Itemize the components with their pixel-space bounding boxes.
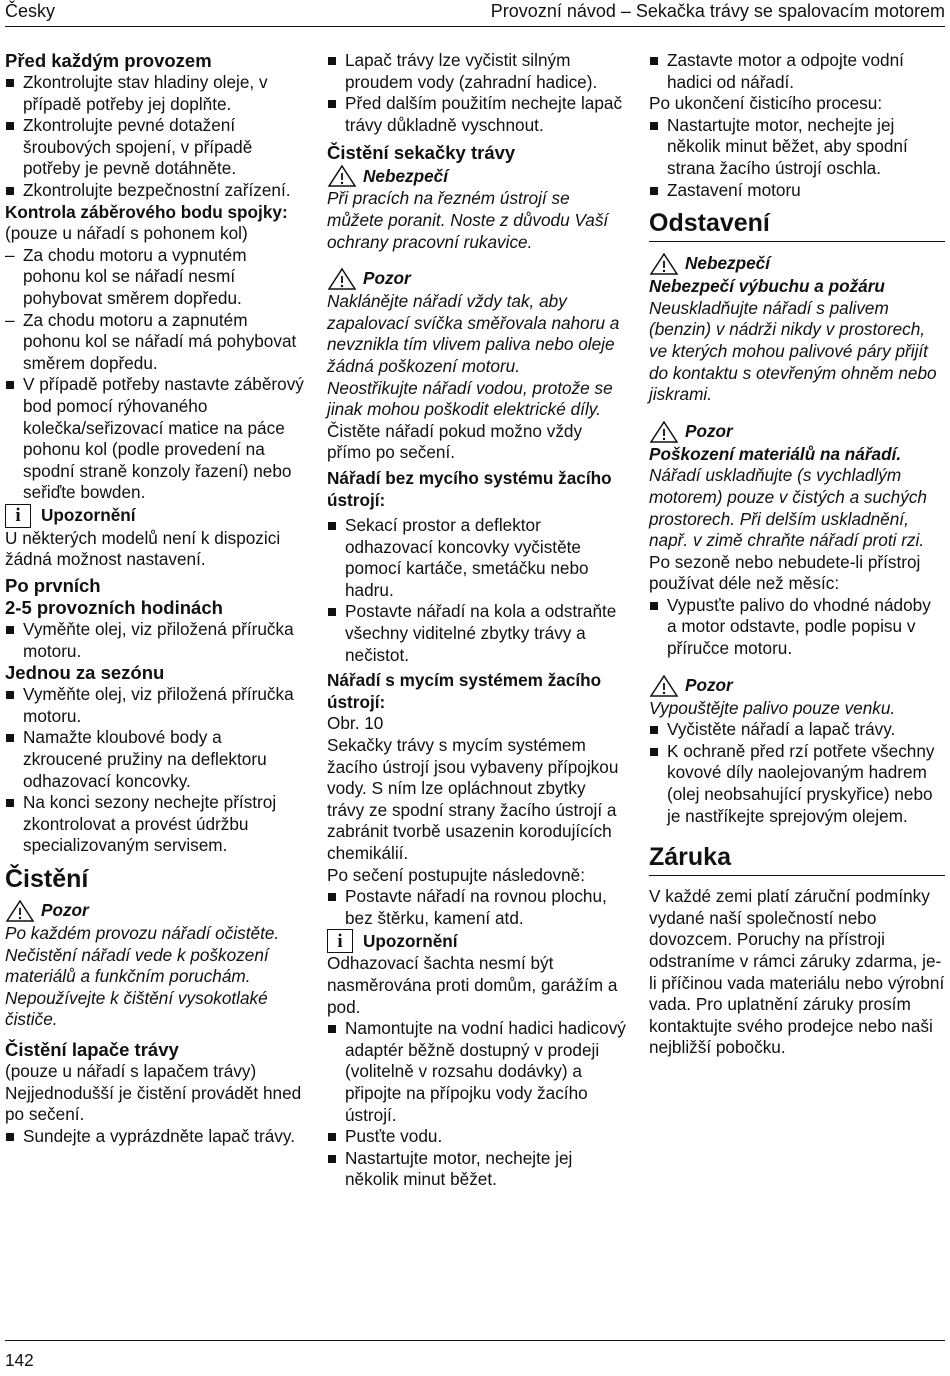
warning-triangle-icon — [649, 420, 679, 444]
heading-first-hours-1: Po prvních — [5, 575, 101, 597]
list-item: Namontujte na vodní hadici hadicový adaptér běžně dostupný v prodeji (volitelně v rozsahu dodávky) a připojte na přípojku vody žacího ústrojí. — [327, 1018, 627, 1126]
warning-triangle-icon — [649, 674, 679, 698]
column-1 — [5, 50, 305, 1147]
dash-item: – Za chodu motoru a vypnutém pohonu kol se nářadí nesmí pohybovat směrem dopředu. — [5, 245, 305, 310]
caution-block — [649, 674, 945, 698]
page-number: 142 — [5, 1350, 34, 1370]
note-text: U některých modelů není k dispozici žádná možnost nastavení. — [5, 527, 281, 570]
after-intro: Po ukončení čisticího procesu: — [649, 93, 883, 114]
caution-block — [327, 267, 627, 291]
list-item: V případě potřeby nastavte záběrový bod pomocí rýhovaného kolečka/seřizovací matice na páce pohonu kol (podle provedení na spodní straně konzoly řazení) nebo seřiďte bowden. — [5, 374, 305, 504]
caution-block — [5, 899, 305, 923]
caution-title: Pozor — [685, 420, 733, 441]
note-block — [5, 504, 305, 528]
heading-wash-system: Nářadí s mycím systémem žacího ústrojí: — [327, 670, 602, 712]
heading-warranty: Záruka — [649, 841, 945, 876]
note-text: Odhazovací šachta nesmí být nasměrována proti domům, garážím a pod. — [327, 953, 618, 1017]
list-item: Sekací prostor a deflektor odhazovací koncovky vyčistěte pomocí kartáče, smetáčku nebo hadru. — [327, 515, 627, 601]
heading-storage: Odstavení — [649, 207, 945, 242]
list-item: Před dalším použitím nechejte lapač trávy důkladně vyschnout. — [327, 93, 627, 136]
heading-once-per-season: Jednou za sezónu — [5, 662, 165, 684]
header-title: Provozní návod – Sekačka trávy se spalovacím motorem — [490, 1, 945, 21]
figure-reference: Obr. 10 — [327, 713, 384, 734]
danger-block — [327, 164, 627, 188]
wash-steps-intro: Po sečení postupujte následovně: — [327, 864, 585, 885]
list-item: Vyměňte olej, viz přiložená příručka motoru. — [5, 619, 305, 662]
caution-block — [649, 420, 945, 444]
danger-block — [649, 252, 945, 276]
caution-title: Pozor — [363, 268, 411, 289]
heading-no-wash-system: Nářadí bez mycího systému žacího ústrojí: — [327, 467, 612, 510]
info-icon: i — [5, 504, 31, 528]
page-header — [5, 0, 945, 27]
list-item: Nastartujte motor, nechejte jej několik minut běžet. — [327, 1148, 627, 1191]
catcher-text: Nejjednodušší je čistění provádět hned po sečení. — [5, 1082, 302, 1125]
list-item: Lapač trávy lze vyčistit silným proudem vody (zahradní hadice). — [327, 50, 627, 93]
heading-first-hours-2: 2-5 provozních hodinách — [5, 597, 223, 619]
heading-mower-cleaning: Čistění sekačky trávy — [327, 142, 516, 164]
clutch-intro: (pouze u nářadí s pohonem kol) — [5, 223, 248, 244]
note-title: Upozornění — [363, 930, 458, 951]
list-item: Zastavte motor a odpojte vodní hadici od nářadí. — [649, 50, 945, 93]
info-icon: i — [327, 929, 353, 953]
note-block — [327, 929, 627, 953]
caution-text: Nářadí uskladňujte (s vychladlým motorem) pouze v čistých a suchých prostorech. Při delším uskladnění, např. v zimě chraňte nářadí proti rzi. — [649, 465, 927, 551]
wash-text: Sekačky trávy s mycím systémem žacího ústrojí jsou vybaveny přípojkou vody. S ním lze opláchnout zbytky trávy ze spodní strany žacího ústrojí a zabránit tvorbě usazenin korodujících chemikálií. — [327, 735, 619, 863]
warning-triangle-icon — [5, 899, 35, 923]
caution-text: Po každém provozu nářadí očistěte. Nečistění nářadí vede k poškození materiálů a funkčním poruchám. — [5, 923, 280, 987]
list-item: Vyměňte olej, viz přiložená příručka motoru. — [5, 684, 305, 727]
warning-triangle-icon — [649, 252, 679, 276]
list-item: Vypusťte palivo do vhodné nádoby a motor odstavte, podle popisu v příručce motoru. — [649, 595, 945, 660]
danger-subtitle: Nebezpečí výbuchu a požáru — [649, 276, 885, 297]
list-item: Nastartujte motor, nechejte jej několik minut běžet, aby spodní strana žacího ústrojí oschla. — [649, 115, 945, 180]
caution-title: Pozor — [41, 900, 89, 921]
list-item: Na konci sezony nechejte přístroj zkontrolovat a provést údržbu specializovaným servisem. — [5, 792, 305, 857]
list-item: Pusťte vodu. — [327, 1126, 627, 1148]
list-item: Vyčistěte nářadí a lapač trávy. — [649, 719, 945, 741]
warning-triangle-icon — [327, 164, 357, 188]
danger-text: Neuskladňujte nářadí s palivem (benzin) v nádrži nikdy v prostorech, ve kterých mohou palivové páry přijít do kontaktu s otevřeným ohněm nebo jiskrami. — [649, 297, 937, 405]
column-3 — [649, 50, 945, 1059]
danger-text: Při pracích na řezném ústrojí se můžete poranit. Noste z důvodu Vaší ochrany pracovní rukavice. — [327, 188, 609, 252]
caution-text: Neostřikujte nářadí vodou, protože se jinak mohou poškodit elektrické díly. — [327, 377, 613, 420]
list-item: Namažte kloubové body a zkroucené pružiny na deflektoru odhazovací koncovky. — [5, 727, 305, 792]
list-item: Zkontrolujte stav hladiny oleje, v případě potřeby jej doplňte. — [5, 72, 305, 115]
clean-text: Čistěte nářadí pokud možno vždy přímo po sečení. — [327, 420, 583, 463]
warning-triangle-icon — [327, 267, 357, 291]
heading-catcher-cleaning: Čistění lapače trávy — [5, 1038, 179, 1060]
catcher-intro: (pouze u nářadí s lapačem trávy) — [5, 1060, 257, 1081]
heading-before-operation: Před každým provozem — [5, 50, 212, 71]
warranty-text: V každé zemi platí záruční podmínky vydané naší společností nebo dovozcem. Poruchy na přístroji odstraníme v rámci záruky zdarma, je-li příčinou vada materiálu nebo výrobní vada. Pro uplatnění záruky prosím kontaktujte svého prodejce nebo naši nejbližší pobočku. — [649, 886, 945, 1058]
list-item: Zkontrolujte bezpečnostní zařízení. — [5, 180, 305, 202]
caution-text: Nepoužívejte k čištění vysokotlaké čističe. — [5, 987, 268, 1030]
heading-cleaning: Čistění — [5, 865, 89, 893]
list-item: Zastavení motoru — [649, 180, 945, 202]
caution-title: Pozor — [685, 674, 733, 695]
note-title: Upozornění — [41, 505, 136, 526]
heading-clutch-check: Kontrola záběrového bodu spojky: — [5, 201, 288, 222]
list-item: K ochraně před rzí potřete všechny kovové díly naolejovaným hadrem (olej neobsahující pryskyřice) nebo je nastříkejte sprejovým olejem. — [649, 741, 945, 827]
column-2 — [327, 50, 627, 1191]
list-item: Sundejte a vyprázdněte lapač trávy. — [5, 1126, 305, 1148]
header-language: Česky — [5, 1, 56, 21]
caution-text: Naklánějte nářadí vždy tak, aby zapalovací svíčka směřovala nahoru a nevznikla tím vlivem paliva nebo oleje žádná poškození motoru. — [327, 291, 620, 376]
dash-item: – Za chodu motoru a zapnutém pohonu kol se nářadí má pohybovat směrem dopředu. — [5, 310, 305, 375]
danger-title: Nebezpečí — [363, 165, 449, 186]
footer-divider — [5, 1340, 945, 1341]
danger-title: Nebezpečí — [685, 253, 771, 274]
caution-subtitle: Poškození materiálů na nářadí. — [649, 443, 902, 464]
list-item: Zkontrolujte pevné dotažení šroubových spojení, v případě potřeby je pevně dotáhněte. — [5, 115, 305, 180]
caution-text: Vypouštějte palivo pouze venku. — [649, 697, 896, 718]
list-item: Postavte nářadí na rovnou plochu, bez štěrku, kamení atd. — [327, 886, 627, 929]
list-item: Postavte nářadí na kola a odstraňte všechny viditelné zbytky trávy a nečistot. — [327, 601, 627, 666]
season-text: Po sezoně nebo nebudete-li přístroj používat déle než měsíc: — [649, 551, 921, 594]
